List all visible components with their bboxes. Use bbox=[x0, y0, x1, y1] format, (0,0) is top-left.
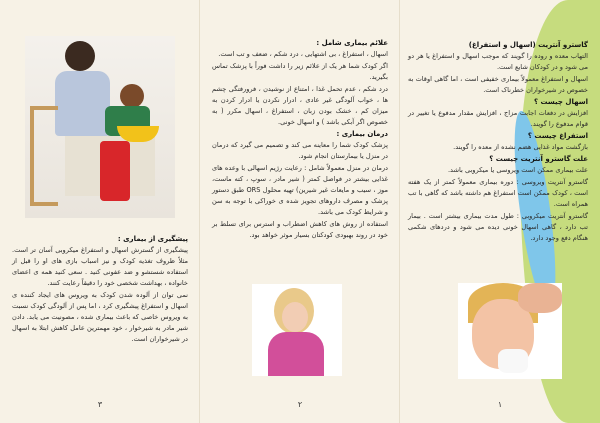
vomit-text: بازگشت مواد غذایی هضم نشده از معده را گویند. bbox=[453, 143, 588, 151]
photo-mother-child-bowl bbox=[25, 36, 175, 218]
diarrhea-heading: اسهال چیست ؟ bbox=[534, 98, 588, 106]
signs-section bbox=[212, 38, 388, 242]
intro-text-1: التهاب معده و روده را گویند که موجب اسهال و استفراغ یا هر دو می شود و در کودکان شایع است. bbox=[408, 52, 588, 71]
vomit-heading: استفراغ چیست ؟ bbox=[527, 132, 588, 140]
photo-sick-boy bbox=[458, 283, 562, 379]
prevention-section bbox=[12, 234, 188, 346]
signs-text-1: اسهال ، استفراغ ، بی اشتهایی ، درد شکم ، ضعف و تب است. bbox=[218, 50, 388, 58]
panel-page-1 bbox=[400, 0, 600, 423]
panel-page-2 bbox=[200, 0, 400, 423]
photo-girl-stomachache bbox=[252, 284, 342, 376]
prevention-text-1: پیشگیری از گسترش اسهال و استفراغ میکروبی آسان تر است. مثلاً ظروف تغذیه کودک و نیز اسباب بازی های او را قبل از استفاده شستشو و ضد عفونی کنید . سعی کنید همه ی اعضای خانواده ، بهداشت شخصی خود را دقیقاً رعایت کنند. bbox=[12, 246, 188, 287]
intro-text-2: اسهال و استفراغ معمولاً بیماری خفیفی است ، اما گاهی اوقات به خصوص در شیرخواران خطرناک است. bbox=[408, 75, 588, 94]
signs-heading: علائم بیماری شامل : bbox=[316, 39, 388, 47]
signs-text-2: اگر کودک شما هر یک از علائم زیر را داشت فوراً با پزشک تماس بگیرید. bbox=[212, 62, 388, 81]
main-heading: گاسترو آنتریت (اسهال و استفراغ) bbox=[468, 41, 588, 49]
prevention-text-2: نمی توان از آلوده شدن کودک به ویروس های ایجاد کننده ی اسهال و استفراغ پیشگیری کرد ، اما پس از آلودگی کودک نسبت به ویروس خاصی که باعث بیماری شده ، مصونیت می یابد. دادن شیر مادر به شیرخوار ، خود مهمترین عامل کاهش ابتلا به اسهال در شیرخواران است. bbox=[12, 291, 188, 343]
page-number: ٣ bbox=[97, 400, 103, 409]
cause-text-1: علت بیماری ممکن است ویروسی یا میکروبی باشد. bbox=[447, 166, 588, 174]
treatment-text-2: درمان در منزل معمولاً شامل : رعایت رژیم اسهالی با وعده های غذایی بیشتر در فواصل کمتر ( شیر مادر ، سوپ ، کته ماست، موز ، سیب و مایعات غیر شیرین) تهیه محلول ORS طبق دستور پزشک و مصرف داروهای تجویز شده ی خوراکی با توجه به سن و شرایط کودک می باشد. bbox=[212, 164, 388, 216]
cause-text-3: گاسترو آنتریت میکروبی : طول مدت بیماری بیشتر است . بیمار تب دارد ، گاهی اسهال خونی دیده می شود و دردهای شکمی هنگام دفع وجود دارد. bbox=[408, 212, 588, 242]
cause-heading: علت گاسترو آنتریت چیست ؟ bbox=[489, 155, 588, 163]
treatment-text-1: پزشک کودک شما را معاینه می کند و تصمیم می گیرد که درمان در منزل یا بیمارستان انجام شود. bbox=[212, 141, 388, 160]
treatment-text-3: استفاده از روش های کاهش اضطراب و استرس برای تسلط بر خود در روند بهبودی کودکتان بسیار موثر خواهد بود. bbox=[212, 220, 388, 239]
prevention-heading: پیشگیری از بیماری : bbox=[117, 235, 188, 243]
page-number: ١ bbox=[497, 400, 503, 409]
treatment-heading: درمان بیماری : bbox=[336, 130, 388, 138]
page-number: ٢ bbox=[297, 400, 303, 409]
diarrhea-text: افزایش در دفعات اجابت مزاج ، افزایش مقدار مدفوع یا تغییر در قوام مدفوع را گویند. bbox=[408, 109, 588, 128]
gastroenteritis-section bbox=[408, 40, 588, 245]
cause-text-2: گاسترو آنتریت ویروسی : دوره بیماری معمولاً کمتر از یک هفته است ، کودک ممکن است استفراغ هم داشته باشد که گاهی با تب همراه است. bbox=[408, 178, 588, 208]
panel-page-3 bbox=[0, 0, 200, 423]
signs-text-3: درد شکم ، عدم تحمل غذا ، امتناع از نوشیدن ، فرورفتگی چشم ها ، خواب آلودگی غیر عادی ، ادرار نکردن یا ادرار کردن به میزان کم ، خشک بودن زبان ، استفراغ ، اسهال مکرر ( به خصوص اگر آبکی باشد ) و اسهال خونی. bbox=[212, 85, 388, 126]
